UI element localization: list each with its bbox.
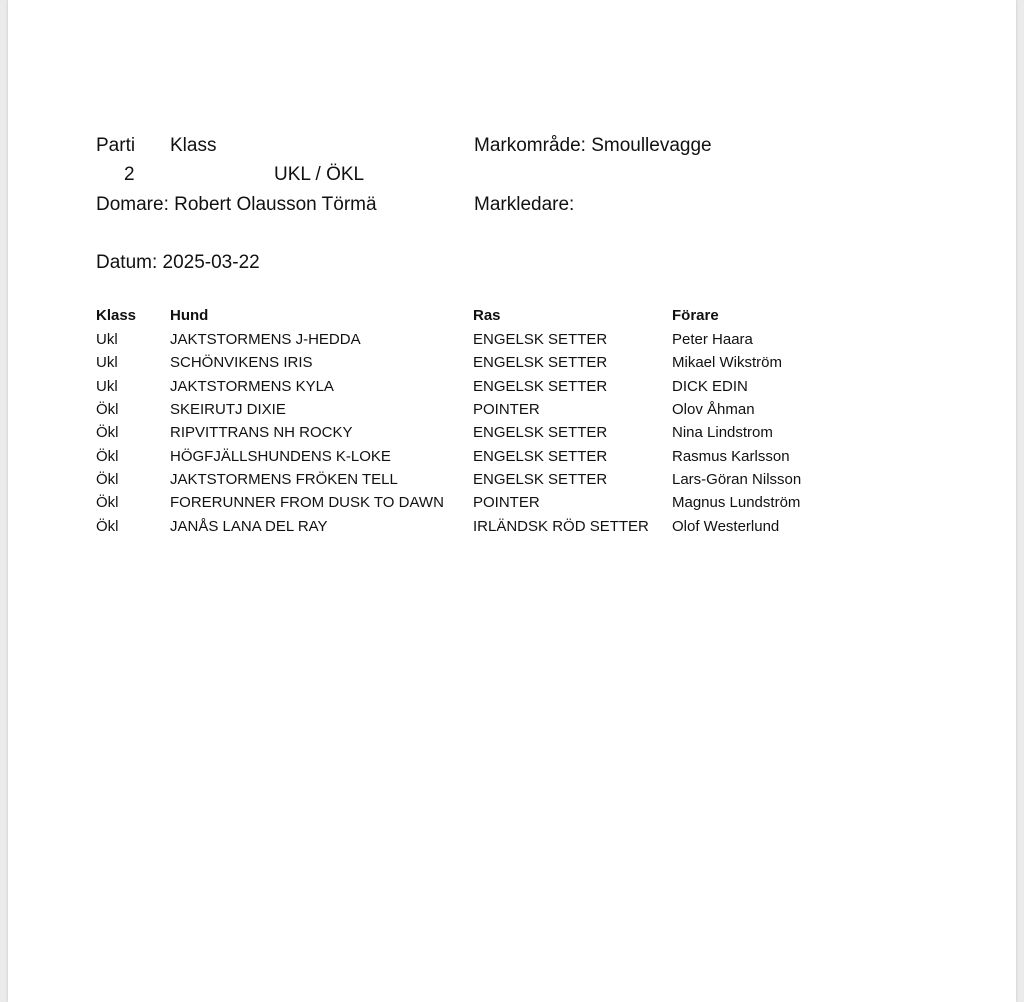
cell-forare: Nina Lindstrom <box>672 424 773 441</box>
klass-label: Klass <box>170 135 217 156</box>
cell-forare: Rasmus Karlsson <box>672 448 790 465</box>
parti-value: 2 <box>124 164 135 185</box>
col-header-hund: Hund <box>170 307 209 324</box>
col-header-klass: Klass <box>96 307 137 324</box>
cell-klass: Ukl <box>96 378 118 395</box>
domare-text: Domare: Robert Olausson Törmä <box>96 194 377 215</box>
cell-hund: FORERUNNER FROM DUSK TO DAWN <box>170 494 444 511</box>
cell-forare: Lars-Göran Nilsson <box>672 471 802 488</box>
markomrade-text: Markområde: Smoullevagge <box>474 135 712 156</box>
cell-forare: Peter Haara <box>672 331 753 348</box>
cell-klass: Ökl <box>96 494 119 511</box>
cell-forare: Mikael Wikström <box>672 354 783 371</box>
cell-ras: ENGELSK SETTER <box>473 448 608 465</box>
cell-ras: ENGELSK SETTER <box>473 331 608 348</box>
cell-ras: ENGELSK SETTER <box>473 471 608 488</box>
markledare-text: Markledare: <box>474 194 575 215</box>
cell-hund: RIPVITTRANS NH ROCKY <box>170 424 353 441</box>
cell-hund: SCHÖNVIKENS IRIS <box>170 354 313 371</box>
cell-ras: ENGELSK SETTER <box>473 424 608 441</box>
cell-hund: HÖGFJÄLLSHUNDENS K-LOKE <box>170 448 391 465</box>
cell-klass: Ökl <box>96 424 119 441</box>
klass-value: UKL / ÖKL <box>274 164 365 185</box>
document-page <box>8 0 1016 1002</box>
cell-klass: Ökl <box>96 518 119 535</box>
cell-ras: IRLÄNDSK RÖD SETTER <box>473 518 649 535</box>
cell-ras: POINTER <box>473 494 540 511</box>
cell-hund: SKEIRUTJ DIXIE <box>170 401 286 418</box>
cell-hund: JAKTSTORMENS J-HEDDA <box>170 331 361 348</box>
col-header-ras: Ras <box>473 307 501 324</box>
cell-klass: Ökl <box>96 471 119 488</box>
cell-hund: JAKTSTORMENS KYLA <box>170 378 334 395</box>
cell-klass: Ukl <box>96 354 118 371</box>
cell-forare: Magnus Lundström <box>672 494 801 511</box>
cell-klass: Ökl <box>96 401 119 418</box>
cell-forare: Olov Åhman <box>672 401 755 418</box>
col-header-forare: Förare <box>672 307 719 324</box>
cell-hund: JANÅS LANA DEL RAY <box>170 518 328 535</box>
cell-forare: DICK EDIN <box>672 378 748 395</box>
cell-ras: ENGELSK SETTER <box>473 378 608 395</box>
cell-ras: POINTER <box>473 401 540 418</box>
cell-forare: Olof Westerlund <box>672 518 780 535</box>
datum-text: Datum: 2025-03-22 <box>96 252 260 273</box>
cell-klass: Ökl <box>96 448 119 465</box>
cell-hund: JAKTSTORMENS FRÖKEN TELL <box>170 471 398 488</box>
cell-klass: Ukl <box>96 331 118 348</box>
cell-ras: ENGELSK SETTER <box>473 354 608 371</box>
parti-label: Parti <box>96 135 136 156</box>
